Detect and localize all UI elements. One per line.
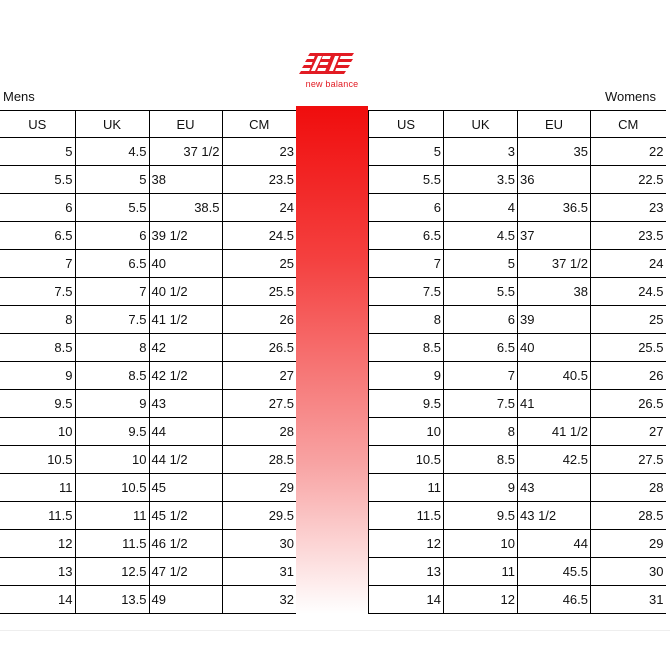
bottom-divider xyxy=(0,630,670,631)
womens-cell-us: 13 xyxy=(369,558,444,586)
mens-cell-eu: 38 xyxy=(149,166,222,194)
mens-cell-us: 11.5 xyxy=(0,502,75,530)
mens-cell-uk: 10.5 xyxy=(75,474,149,502)
mens-cell-eu: 47 1/2 xyxy=(149,558,222,586)
table-row xyxy=(0,586,296,614)
mens-cell-uk: 10 xyxy=(75,446,149,474)
mens-cell-eu: 38.5 xyxy=(149,194,222,222)
womens-cell-eu: 43 1/2 xyxy=(518,502,591,530)
nb-mark-icon xyxy=(296,50,368,80)
womens-cell-uk: 7 xyxy=(444,362,518,390)
mens-cell-eu: 39 1/2 xyxy=(149,222,222,250)
womens-label: Womens xyxy=(604,89,656,104)
mens-cell-cm: 25.5 xyxy=(222,278,296,306)
womens-cell-us: 5.5 xyxy=(369,166,444,194)
mens-cell-uk: 8.5 xyxy=(75,362,149,390)
mens-col-us: US xyxy=(0,111,75,138)
mens-cell-cm: 28.5 xyxy=(222,446,296,474)
table-row xyxy=(0,390,296,418)
womens-cell-uk: 5 xyxy=(444,250,518,278)
mens-cell-cm: 26 xyxy=(222,306,296,334)
womens-cell-uk: 6 xyxy=(444,306,518,334)
womens-col-cm: CM xyxy=(591,111,666,138)
mens-cell-uk: 7.5 xyxy=(75,306,149,334)
mens-cell-us: 8 xyxy=(0,306,75,334)
womens-cell-eu: 36.5 xyxy=(518,194,591,222)
womens-cell-eu: 40.5 xyxy=(518,362,591,390)
table-row xyxy=(0,278,296,306)
table-row xyxy=(0,222,296,250)
womens-cell-cm: 22 xyxy=(591,138,666,166)
womens-cell-eu: 37 xyxy=(518,222,591,250)
mens-cell-cm: 23 xyxy=(222,138,296,166)
table-row xyxy=(369,166,666,194)
womens-cell-eu: 45.5 xyxy=(518,558,591,586)
table-row xyxy=(0,250,296,278)
mens-cell-eu: 44 1/2 xyxy=(149,446,222,474)
womens-cell-uk: 11 xyxy=(444,558,518,586)
table-row xyxy=(369,530,666,558)
table-row xyxy=(0,194,296,222)
table-row xyxy=(0,138,296,166)
mens-cell-eu: 44 xyxy=(149,418,222,446)
mens-cell-us: 11 xyxy=(0,474,75,502)
womens-cell-eu: 43 xyxy=(518,474,591,502)
table-row xyxy=(369,306,666,334)
womens-cell-eu: 37 1/2 xyxy=(518,250,591,278)
womens-cell-eu: 44 xyxy=(518,530,591,558)
table-row xyxy=(369,502,666,530)
table-row xyxy=(369,138,666,166)
mens-size-table xyxy=(0,110,296,614)
womens-cell-uk: 8.5 xyxy=(444,446,518,474)
womens-cell-eu: 46.5 xyxy=(518,586,591,614)
mens-cell-uk: 6.5 xyxy=(75,250,149,278)
mens-cell-us: 10 xyxy=(0,418,75,446)
womens-cell-uk: 4.5 xyxy=(444,222,518,250)
mens-cell-cm: 27.5 xyxy=(222,390,296,418)
womens-cell-uk: 12 xyxy=(444,586,518,614)
new-balance-logo xyxy=(296,50,368,92)
womens-cell-cm: 25 xyxy=(591,306,666,334)
table-row xyxy=(0,166,296,194)
mens-cell-uk: 12.5 xyxy=(75,558,149,586)
womens-cell-us: 7.5 xyxy=(369,278,444,306)
mens-cell-eu: 40 xyxy=(149,250,222,278)
mens-cell-us: 7.5 xyxy=(0,278,75,306)
mens-cell-cm: 23.5 xyxy=(222,166,296,194)
mens-cell-uk: 5.5 xyxy=(75,194,149,222)
mens-cell-uk: 11.5 xyxy=(75,530,149,558)
womens-cell-uk: 5.5 xyxy=(444,278,518,306)
womens-cell-uk: 10 xyxy=(444,530,518,558)
mens-cell-eu: 45 xyxy=(149,474,222,502)
womens-header-row xyxy=(369,111,666,138)
womens-cell-us: 9 xyxy=(369,362,444,390)
womens-col-us: US xyxy=(369,111,444,138)
womens-cell-us: 5 xyxy=(369,138,444,166)
womens-cell-us: 11 xyxy=(369,474,444,502)
mens-cell-cm: 31 xyxy=(222,558,296,586)
table-row xyxy=(369,390,666,418)
womens-cell-uk: 6.5 xyxy=(444,334,518,362)
table-row xyxy=(369,362,666,390)
mens-cell-cm: 25 xyxy=(222,250,296,278)
womens-cell-cm: 24 xyxy=(591,250,666,278)
womens-cell-cm: 28 xyxy=(591,474,666,502)
womens-cell-eu: 38 xyxy=(518,278,591,306)
table-row xyxy=(369,586,666,614)
womens-cell-cm: 23 xyxy=(591,194,666,222)
womens-cell-us: 7 xyxy=(369,250,444,278)
mens-cell-cm: 32 xyxy=(222,586,296,614)
womens-cell-cm: 28.5 xyxy=(591,502,666,530)
womens-col-uk: UK xyxy=(444,111,518,138)
mens-cell-uk: 9.5 xyxy=(75,418,149,446)
table-row xyxy=(369,250,666,278)
womens-cell-cm: 26.5 xyxy=(591,390,666,418)
womens-cell-cm: 23.5 xyxy=(591,222,666,250)
mens-cell-uk: 5 xyxy=(75,166,149,194)
womens-cell-uk: 4 xyxy=(444,194,518,222)
table-row xyxy=(369,278,666,306)
mens-cell-us: 5 xyxy=(0,138,75,166)
mens-cell-us: 7 xyxy=(0,250,75,278)
womens-cell-us: 6.5 xyxy=(369,222,444,250)
mens-cell-eu: 42 xyxy=(149,334,222,362)
womens-cell-cm: 22.5 xyxy=(591,166,666,194)
mens-cell-us: 6.5 xyxy=(0,222,75,250)
mens-cell-cm: 29 xyxy=(222,474,296,502)
mens-cell-us: 9.5 xyxy=(0,390,75,418)
table-row xyxy=(0,474,296,502)
mens-cell-eu: 43 xyxy=(149,390,222,418)
womens-cell-uk: 3.5 xyxy=(444,166,518,194)
womens-cell-eu: 39 xyxy=(518,306,591,334)
womens-cell-us: 10.5 xyxy=(369,446,444,474)
womens-cell-cm: 29 xyxy=(591,530,666,558)
mens-cell-cm: 27 xyxy=(222,362,296,390)
womens-col-eu: EU xyxy=(518,111,591,138)
mens-cell-cm: 30 xyxy=(222,530,296,558)
womens-cell-cm: 25.5 xyxy=(591,334,666,362)
mens-cell-eu: 49 xyxy=(149,586,222,614)
mens-cell-uk: 13.5 xyxy=(75,586,149,614)
mens-label: Mens xyxy=(3,89,35,104)
mens-cell-us: 14 xyxy=(0,586,75,614)
womens-cell-uk: 8 xyxy=(444,418,518,446)
table-row xyxy=(0,334,296,362)
mens-cell-uk: 4.5 xyxy=(75,138,149,166)
mens-cell-cm: 28 xyxy=(222,418,296,446)
womens-cell-cm: 27.5 xyxy=(591,446,666,474)
womens-cell-eu: 42.5 xyxy=(518,446,591,474)
mens-cell-us: 12 xyxy=(0,530,75,558)
mens-cell-eu: 40 1/2 xyxy=(149,278,222,306)
womens-cell-cm: 26 xyxy=(591,362,666,390)
mens-cell-cm: 24 xyxy=(222,194,296,222)
womens-cell-us: 8 xyxy=(369,306,444,334)
womens-cell-us: 6 xyxy=(369,194,444,222)
womens-cell-eu: 41 1/2 xyxy=(518,418,591,446)
mens-cell-us: 8.5 xyxy=(0,334,75,362)
table-row xyxy=(369,474,666,502)
womens-cell-us: 11.5 xyxy=(369,502,444,530)
womens-cell-eu: 35 xyxy=(518,138,591,166)
mens-cell-us: 6 xyxy=(0,194,75,222)
mens-cell-us: 10.5 xyxy=(0,446,75,474)
womens-cell-cm: 27 xyxy=(591,418,666,446)
mens-cell-eu: 46 1/2 xyxy=(149,530,222,558)
mens-cell-cm: 26.5 xyxy=(222,334,296,362)
table-row xyxy=(369,446,666,474)
womens-cell-uk: 3 xyxy=(444,138,518,166)
womens-cell-cm: 24.5 xyxy=(591,278,666,306)
womens-cell-cm: 31 xyxy=(591,586,666,614)
mens-cell-uk: 11 xyxy=(75,502,149,530)
table-row xyxy=(369,222,666,250)
mens-cell-eu: 45 1/2 xyxy=(149,502,222,530)
mens-cell-uk: 6 xyxy=(75,222,149,250)
mens-cell-cm: 24.5 xyxy=(222,222,296,250)
mens-col-eu: EU xyxy=(149,111,222,138)
womens-cell-us: 10 xyxy=(369,418,444,446)
mens-cell-eu: 42 1/2 xyxy=(149,362,222,390)
mens-cell-uk: 9 xyxy=(75,390,149,418)
mens-cell-uk: 7 xyxy=(75,278,149,306)
table-row xyxy=(369,558,666,586)
table-row xyxy=(369,418,666,446)
table-row xyxy=(0,306,296,334)
center-gradient-band xyxy=(296,106,368,614)
table-row xyxy=(0,530,296,558)
womens-cell-uk: 9.5 xyxy=(444,502,518,530)
womens-cell-cm: 30 xyxy=(591,558,666,586)
table-row xyxy=(0,362,296,390)
womens-cell-uk: 7.5 xyxy=(444,390,518,418)
mens-cell-eu: 41 1/2 xyxy=(149,306,222,334)
womens-cell-us: 12 xyxy=(369,530,444,558)
womens-cell-us: 9.5 xyxy=(369,390,444,418)
table-row xyxy=(0,418,296,446)
logo-wordmark: new balance xyxy=(305,79,359,89)
womens-cell-eu: 40 xyxy=(518,334,591,362)
table-row xyxy=(369,194,666,222)
mens-cell-uk: 8 xyxy=(75,334,149,362)
mens-col-uk: UK xyxy=(75,111,149,138)
table-row xyxy=(0,558,296,586)
womens-cell-us: 14 xyxy=(369,586,444,614)
mens-cell-us: 9 xyxy=(0,362,75,390)
mens-cell-cm: 29.5 xyxy=(222,502,296,530)
mens-col-cm: CM xyxy=(222,111,296,138)
mens-cell-us: 5.5 xyxy=(0,166,75,194)
womens-cell-uk: 9 xyxy=(444,474,518,502)
womens-cell-eu: 36 xyxy=(518,166,591,194)
womens-cell-us: 8.5 xyxy=(369,334,444,362)
table-row xyxy=(369,334,666,362)
table-row xyxy=(0,502,296,530)
womens-cell-eu: 41 xyxy=(518,390,591,418)
table-row xyxy=(0,446,296,474)
mens-cell-us: 13 xyxy=(0,558,75,586)
womens-size-table xyxy=(368,110,666,614)
mens-header-row xyxy=(0,111,296,138)
mens-cell-eu: 37 1/2 xyxy=(149,138,222,166)
